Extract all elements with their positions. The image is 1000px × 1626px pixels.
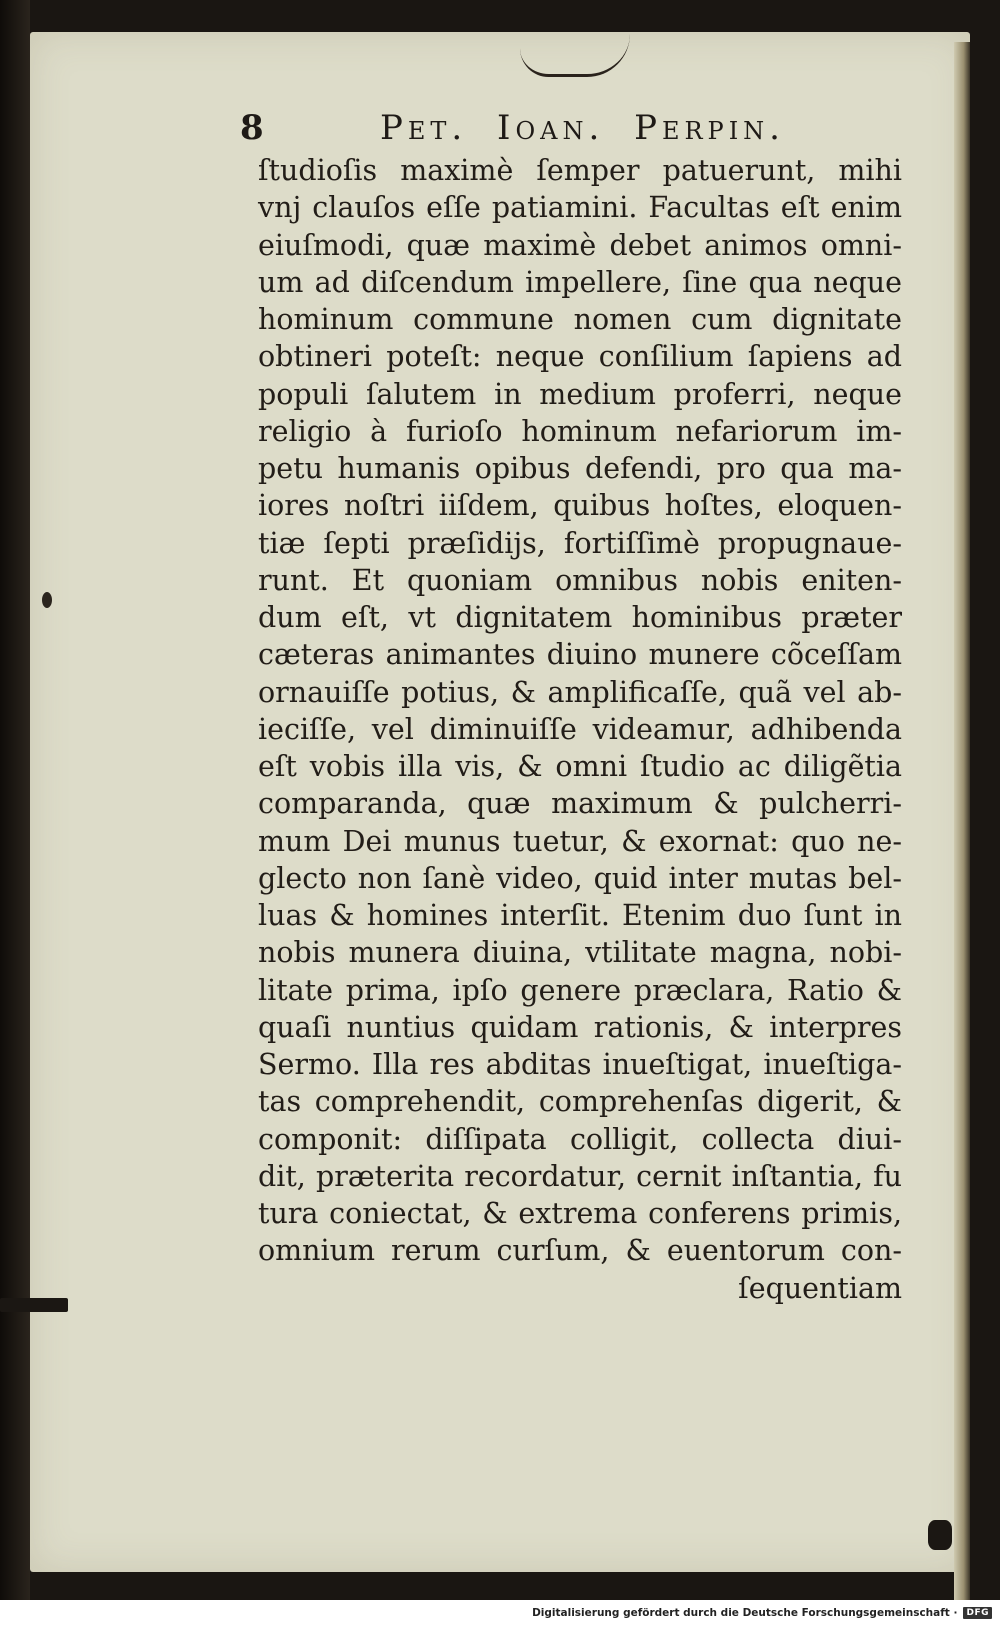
text-line: litate prima, ipſo genere præclara, Ratio & (258, 973, 902, 1007)
text-line: populi ſalutem in medium proferri, neque (258, 377, 902, 411)
text-line: luas & homines interſit. Etenim duo ſunt in (258, 899, 902, 932)
scan-ink-blot (928, 1520, 952, 1550)
text-line: eſt vobis illa vis, & omni ſtudio ac diligẽtia (258, 750, 902, 783)
text-line: hominum commune nomen cum dignitate (258, 303, 902, 336)
running-title: Pet. Ioan. Perpin. (380, 108, 785, 148)
page-right-edge (954, 42, 970, 1600)
text-line: quaſi nuntius quidam rationis, & interpres (258, 1010, 902, 1044)
text-line: tiæ ſepti præſidijs, fortiſſimè propugnaue- (258, 526, 902, 560)
text-line: vnj clauſos eſſe patiamini. Facultas eſt enim (258, 191, 902, 225)
text-line: ieciſſe, vel diminuiſſe videamur, adhibenda (258, 712, 902, 746)
text-line: petu humanis opibus defendi, pro qua ma- (258, 452, 902, 485)
text-line: omnium rerum curſum, & euentorum con- (258, 1234, 902, 1268)
digitization-footer (0, 1600, 1000, 1626)
text-line: dit, præterita recordatur, cernit inſtantia, fu (258, 1159, 902, 1193)
text-line: comparanda, quæ maximum & pulcherri- (258, 787, 902, 821)
text-line: ſtudioſis maximè ſemper patuerunt, mihi (258, 154, 902, 187)
text-line: mum Dei munus tuetur, & exornat: quo ne- (258, 824, 902, 858)
page-number: 8 (240, 108, 268, 148)
text-line: tas comprehendit, comprehenſas digerit, & (258, 1085, 902, 1119)
text-line: componit: diſſipata colligit, collecta diui- (258, 1122, 902, 1156)
scan-ink-blot (42, 592, 52, 608)
text-line: tura coniectat, & extrema conferens primis, (258, 1197, 902, 1230)
text-line: ornauiſſe potius, & amplificaſſe, quã vel ab- (258, 675, 902, 709)
catchword: ſequentiam (738, 1271, 902, 1305)
text-line: eiuſmodi, quæ maximè debet animos omni- (258, 228, 902, 262)
body-text (258, 152, 902, 1307)
text-line: glecto non ſanè video, quid inter mutas bel- (258, 861, 902, 895)
text-line: runt. Et quoniam omnibus nobis eniten- (258, 563, 902, 597)
text-line: um ad diſcendum impellere, ſine qua neque (258, 265, 902, 299)
text-line: cæteras animantes diuino munere cõceſſam (258, 638, 902, 672)
running-header (240, 108, 880, 152)
text-line: obtineri poteſt: neque conſilium ſapiens ad (258, 340, 902, 374)
footer-credit: Digitalisierung gefördert durch die Deutsche Forschungsgemeinschaft · (532, 1607, 958, 1619)
text-line: religio à furioſo hominum nefariorum im- (258, 414, 902, 448)
text-line: dum eſt, vt dignitatem hominibus præter (258, 601, 902, 634)
text-line: iores noſtri iiſdem, quibus hoſtes, eloquen- (258, 489, 902, 523)
scan-left-edge (0, 0, 30, 1600)
scan-ink-blot (0, 1298, 68, 1312)
text-line: Sermo. Illa res abditas inueſtigat, inueſtiga- (258, 1048, 902, 1081)
text-line: nobis munera diuina, vtilitate magna, nobi- (258, 936, 902, 970)
dfg-logo: DFG (963, 1607, 992, 1619)
